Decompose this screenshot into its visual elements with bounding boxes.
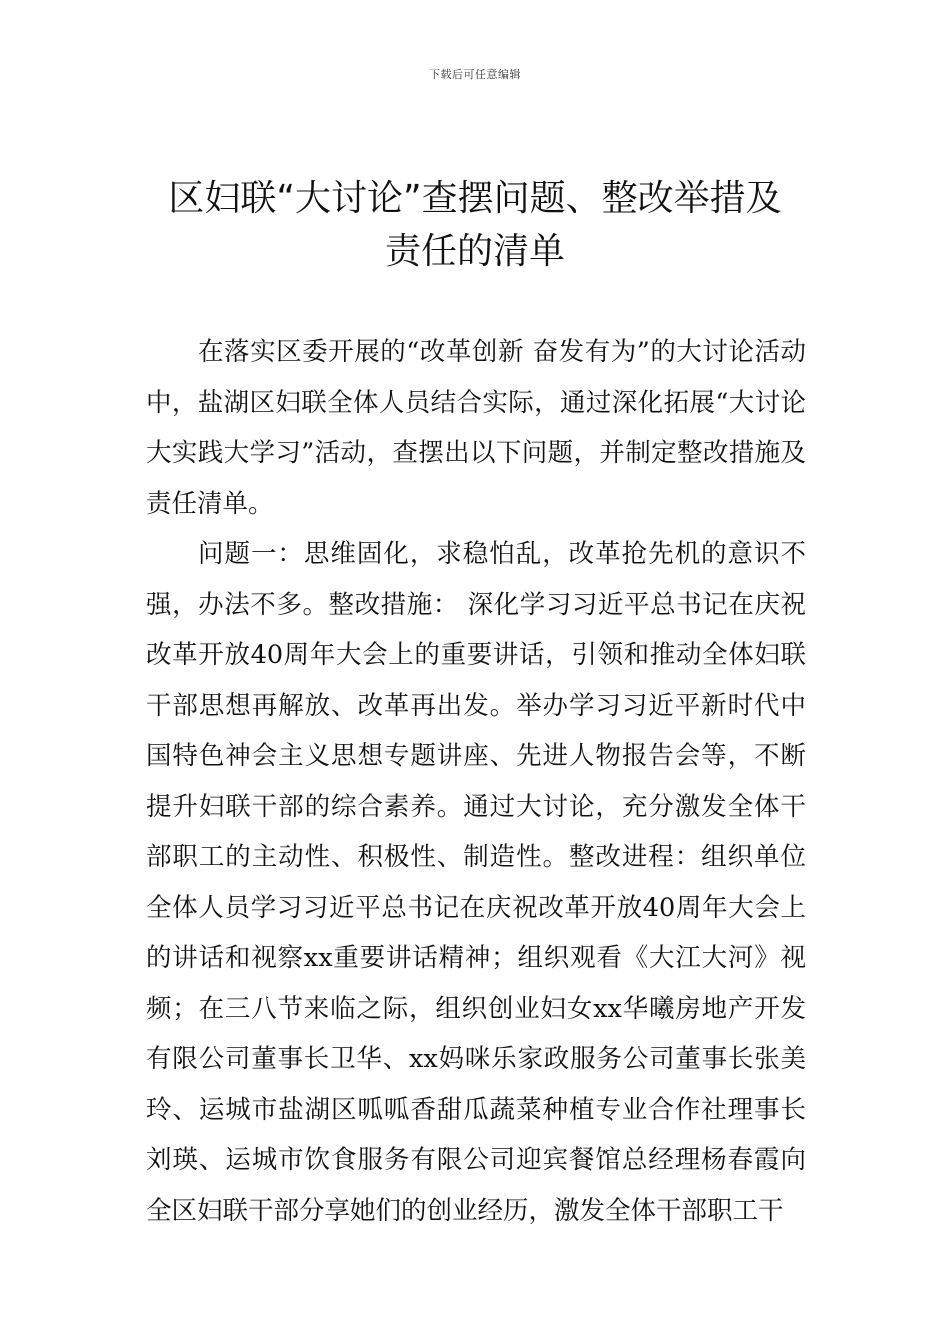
paragraph-intro: 在落实区委开展的“改革创新 奋发有为”的大讨论活动中，盐湖区妇联全体人员结合实际，通过深化拓展“大讨论大实践大学习”活动，查摆出以下问题，并制定整改措施及责任清单。 (146, 337, 806, 519)
document-title (120, 172, 830, 278)
header-note: 下载后可任意编辑 (429, 68, 521, 81)
title-line-2: 责任的清单 (384, 231, 565, 272)
document-body (146, 327, 806, 1236)
paragraph-problem-one: 问题一：思维固化，求稳怕乱，改革抢先机的意识不强，办法不多。整改措施： 深化学习习近平总书记在庆祝改革开放40周年大会上的重要讲话，引领和推动全体妇联干部思想再解放、改革再出发。举办学习习近平新时代中国特色神会主义思想专题讲座、先进人物报告会等，不断提升妇联干部的综合素养。通过大讨论，充分激发全体干部职工的主动性、积极性、制造性。整改进程：组织单位全体人员学习习近平总书记在庆祝改革开放40周年大会上的讲话和视察xx重要讲话精神；组织观看《大江大河》视频；在三八节来临之际，组织创业妇女xx华曦房地产开发有限公司董事长卫华、xx妈咪乐家政服务公司董事长张美玲、运城市盐湖区呱呱香甜瓜蔬菜种植专业合作社理事长刘瑛、运城市饮食服务有限公司迎宾餐馆总经理杨春霞向全区妇联干部分享她们的创业经历，激发全体干部职工干 (146, 539, 806, 1226)
title-line-1: 区妇联“大讨论”查摆问题、整改举措及 (168, 178, 782, 219)
